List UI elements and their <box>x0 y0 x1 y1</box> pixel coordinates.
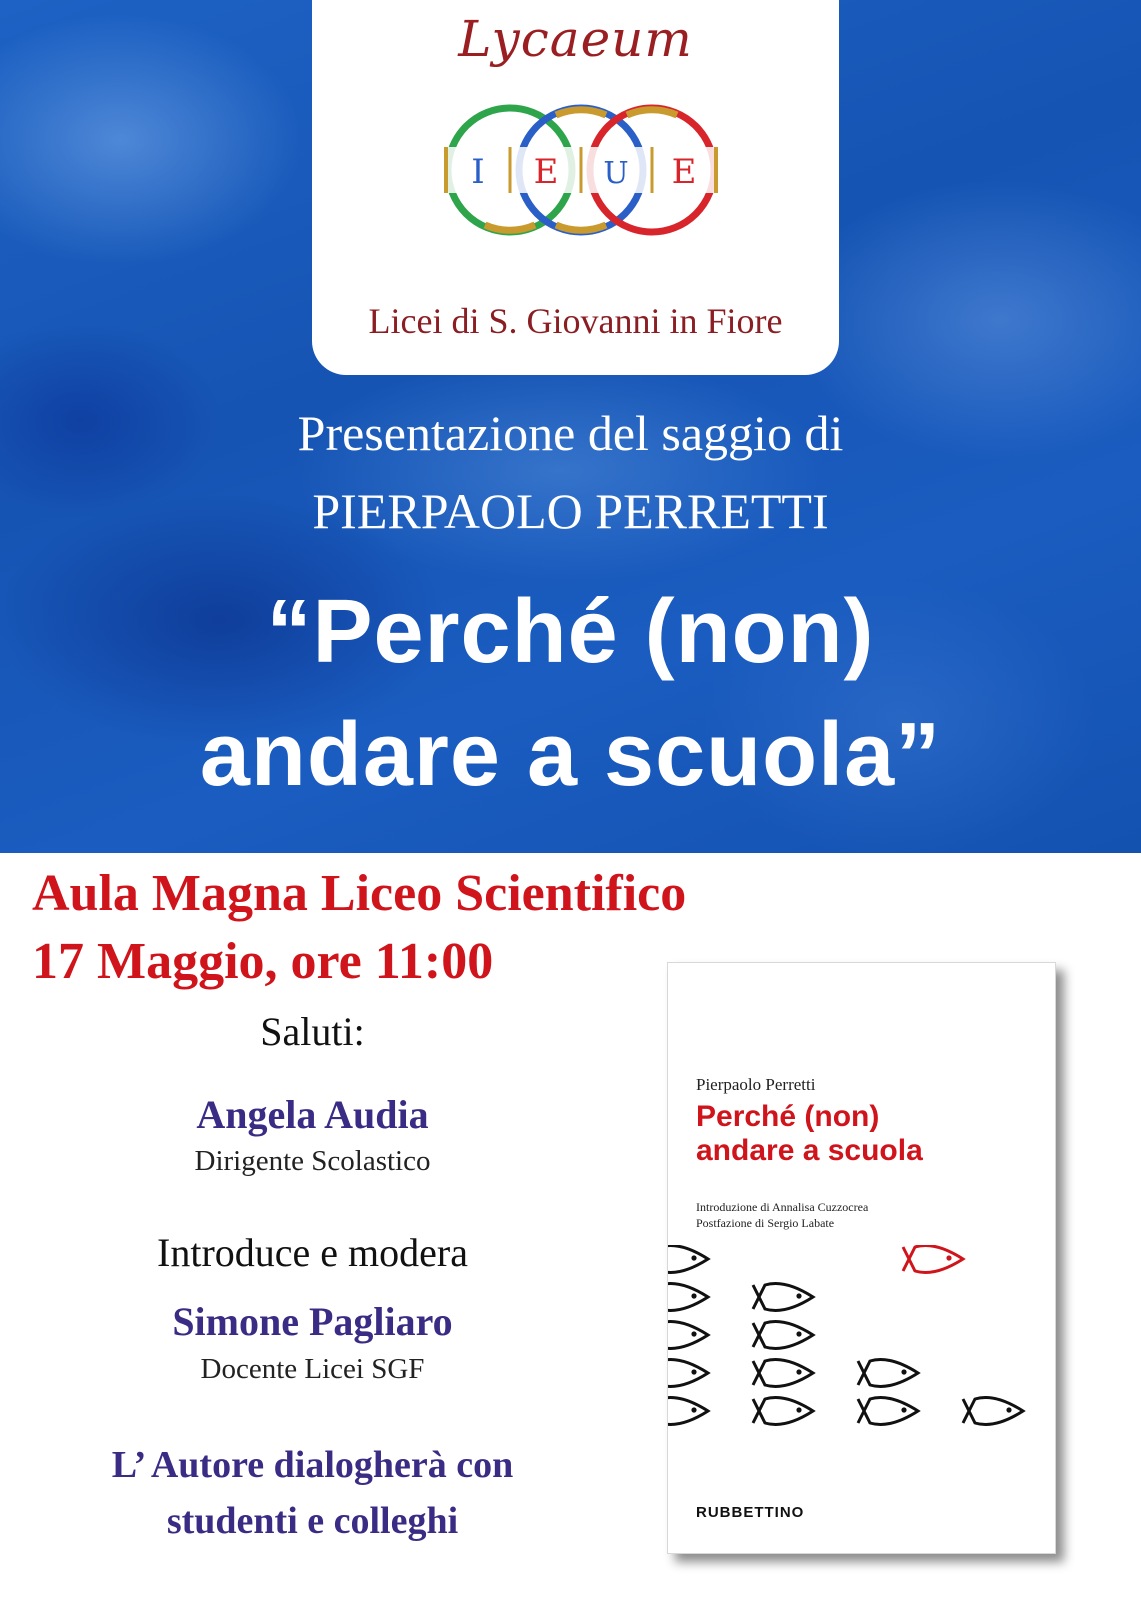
logo-letter: E <box>533 152 559 192</box>
event-venue: Aula Magna Liceo Scientifico <box>32 865 687 922</box>
fish-icon <box>753 1360 813 1387</box>
logo-letter: U <box>603 156 629 191</box>
book-publisher: RUBBETTINO <box>696 1504 805 1521</box>
event-datetime: 17 Maggio, ore 11:00 <box>32 933 494 990</box>
logo-wordmark: Lycaeum <box>458 10 693 68</box>
book-title-line-1: Perché (non) <box>696 1100 880 1133</box>
book-intro: Introduzione di Annalisa Cuzzocrea <box>696 1200 869 1214</box>
fish-icon <box>753 1322 813 1349</box>
greeter-role: Dirigente Scolastico <box>194 1145 431 1177</box>
fish-icon <box>668 1398 708 1425</box>
fish-icon <box>668 1360 708 1387</box>
fish-icon <box>668 1246 708 1273</box>
closing-line-1: L’ Autore dialogherà con <box>111 1444 514 1486</box>
fish-illustration <box>668 1245 1055 1455</box>
logo-letter: E <box>671 152 697 192</box>
title-line-2: andare a scuola” <box>199 705 942 805</box>
fish-icon <box>753 1398 813 1425</box>
book-cover <box>667 962 1056 1554</box>
title-line-1: “Perché (non) <box>266 582 875 682</box>
book-title-line-2: andare a scuola <box>696 1134 923 1167</box>
moderator-role: Docente Licei SGF <box>200 1353 425 1385</box>
logo-rings-icon <box>440 85 722 255</box>
greetings-label: Saluti: <box>260 1009 365 1054</box>
logo-card <box>312 0 839 375</box>
logo-letter: I <box>471 152 485 192</box>
fish-icon <box>858 1398 918 1425</box>
logo-subtitle: Licei di S. Giovanni in Fiore <box>368 301 783 341</box>
greeter-name: Angela Audia <box>196 1092 429 1137</box>
presentation-line: Presentazione del saggio di <box>297 405 844 461</box>
fish-icon <box>668 1284 708 1311</box>
moderator-label: Introduce e modera <box>157 1230 468 1275</box>
fish-icon <box>858 1360 918 1387</box>
book-postface: Postfazione di Sergio Labate <box>696 1216 835 1230</box>
fish-icon <box>668 1322 708 1349</box>
book-author: Pierpaolo Perretti <box>696 1075 816 1094</box>
fish-icon <box>963 1398 1023 1425</box>
author-line: PIERPAOLO PERRETTI <box>312 483 829 539</box>
red-fish-icon <box>903 1246 963 1273</box>
closing-line-2: studenti e colleghi <box>166 1500 459 1542</box>
moderator-name: Simone Pagliaro <box>172 1299 453 1344</box>
fish-icon <box>753 1284 813 1311</box>
